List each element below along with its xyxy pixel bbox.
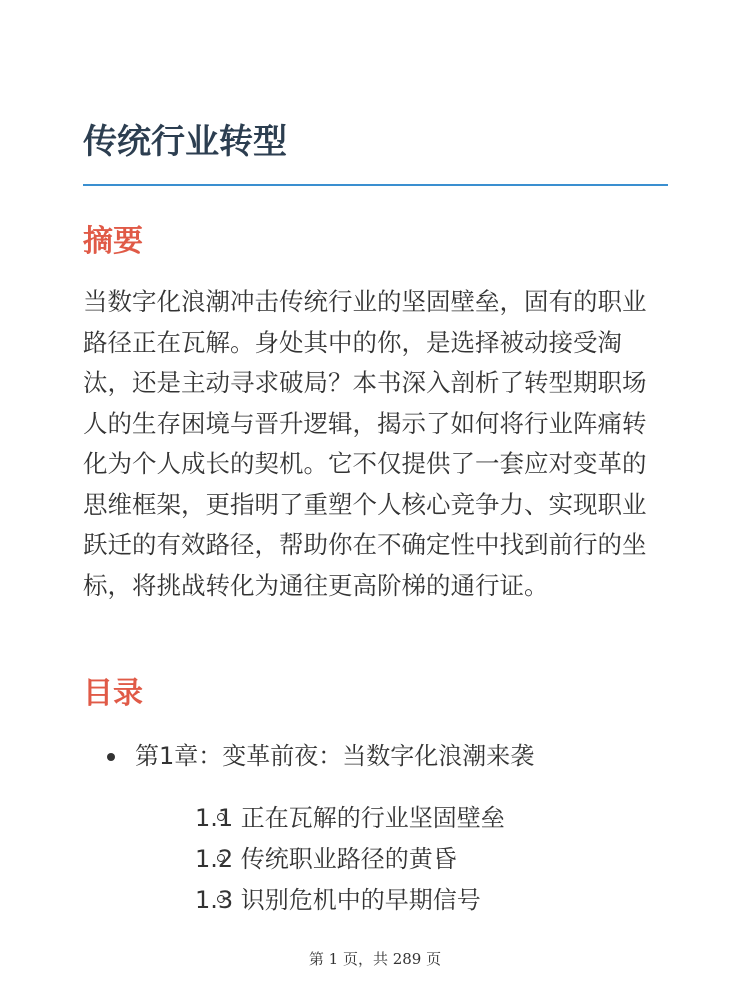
summary-paragraph: 当数字化浪潮冲击传统行业的坚固壁垒，固有的职业路径正在瓦解。身处其中的你，是选择被动接受淘汰，还是主动寻求破局？本书深入剖析了转型期职场人的生存困境与晋升逻辑，揭示了如何将行业阵痛转化为个人成长的契机。它不仅提供了一套应对变革的思维框架，更指明了重塑个人核心竞争力、实现职业跃迁的有效路径，帮助你在不确定性中找到前行的坐标，将挑战转化为通往更高阶梯的通行证。 xyxy=(83,287,647,600)
toc-section-list xyxy=(135,798,668,921)
summary-heading: 摘要 xyxy=(83,224,143,259)
page-footer: 第 1 页，共 289 页 xyxy=(308,950,442,968)
toc-section-label: 1.3 识别危机中的早期信号 xyxy=(195,886,481,914)
table-of-contents xyxy=(83,736,668,921)
bullet-icon xyxy=(107,753,115,761)
document-page xyxy=(83,0,668,1000)
toc-section-1-3[interactable] xyxy=(187,880,668,921)
page-title: 传统行业转型 xyxy=(83,122,287,162)
toc-heading: 目录 xyxy=(83,676,143,711)
toc-chapter-label: 第1章：变革前夜：当数字化浪潮来袭 xyxy=(135,742,535,770)
toc-section-label: 1.2 传统职业路径的黄昏 xyxy=(195,845,457,873)
toc-chapter-1[interactable] xyxy=(83,736,668,921)
toc-section-1-2[interactable] xyxy=(187,839,668,880)
title-divider xyxy=(83,184,668,186)
toc-section-1-1[interactable] xyxy=(187,798,668,839)
toc-section-label: 1.1 正在瓦解的行业坚固壁垒 xyxy=(195,804,505,832)
